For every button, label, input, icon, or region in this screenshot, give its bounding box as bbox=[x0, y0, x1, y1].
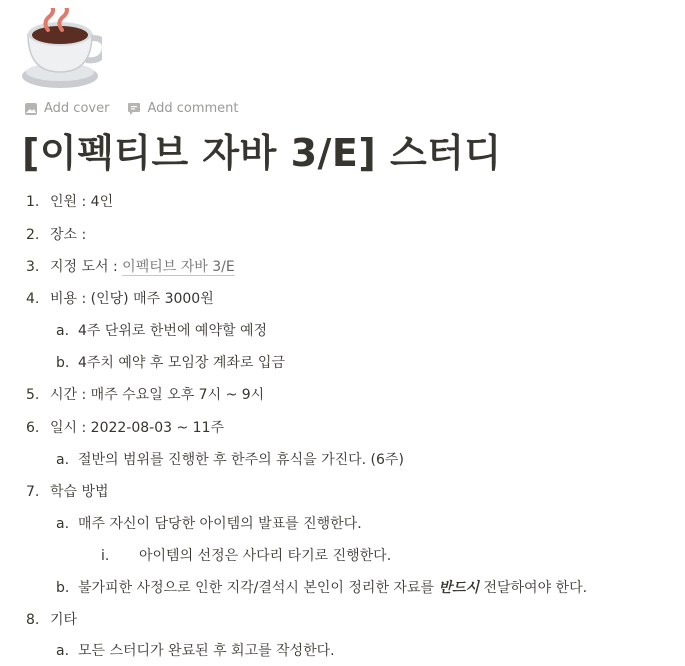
list-number: 5. bbox=[26, 387, 40, 403]
list-item[interactable] bbox=[26, 256, 235, 276]
list-text: 아이템의 선정은 사다리 타기로 진행한다. bbox=[139, 548, 392, 564]
page-controls bbox=[24, 101, 239, 116]
list-number: 7. bbox=[26, 484, 40, 500]
list-letter: a. bbox=[56, 452, 70, 468]
list-text: 시간 : 매주 수요일 오후 7시 ~ 9시 bbox=[50, 387, 265, 403]
list-number: 2. bbox=[26, 227, 40, 243]
list-number: 6. bbox=[26, 420, 40, 436]
list-text: 인원 : 4인 bbox=[50, 194, 114, 210]
list-text: 학습 방법 bbox=[50, 484, 109, 500]
list-item[interactable] bbox=[56, 577, 587, 597]
list-text: 매주 자신이 담당한 아이템의 발표를 진행한다. bbox=[78, 516, 362, 532]
list-item[interactable] bbox=[56, 352, 285, 372]
list-number: 1. bbox=[26, 194, 40, 210]
list-text: 장소 : bbox=[50, 227, 87, 243]
image-icon bbox=[24, 102, 38, 116]
add-cover-label: Add cover bbox=[44, 101, 110, 116]
comment-icon bbox=[127, 102, 141, 116]
list-text: 불가피한 사정으로 인한 지각/결석시 본인이 정리한 자료를 bbox=[78, 580, 439, 596]
list-number: 8. bbox=[26, 612, 40, 628]
emphasis-text: 반드시 bbox=[438, 580, 480, 596]
list-text: 일시 : 2022-08-03 ~ 11주 bbox=[50, 420, 224, 436]
list-text: 4주치 예약 후 모임장 계좌로 입금 bbox=[78, 355, 285, 371]
list-item[interactable] bbox=[26, 384, 264, 404]
list-item[interactable] bbox=[56, 449, 404, 469]
hot-beverage-icon[interactable] bbox=[20, 8, 102, 90]
list-roman: i. bbox=[101, 548, 110, 564]
list-number: 4. bbox=[26, 291, 40, 307]
list-text: 지정 도서 : bbox=[50, 259, 123, 275]
list-item[interactable] bbox=[26, 609, 77, 629]
page-title[interactable]: [이펙티브 자바 3/E] 스터디 bbox=[22, 131, 502, 175]
list-text: 4주 단위로 한번에 예약할 예정 bbox=[78, 323, 267, 339]
list-item[interactable] bbox=[26, 481, 109, 501]
list-letter: b. bbox=[56, 580, 70, 596]
list-text: 전달하여야 한다. bbox=[479, 580, 588, 596]
list-item[interactable] bbox=[56, 320, 267, 340]
list-text: 모든 스터디가 완료된 후 회고를 작성한다. bbox=[78, 643, 335, 659]
list-letter: a. bbox=[56, 516, 70, 532]
add-comment-button[interactable] bbox=[127, 101, 238, 116]
list-item[interactable] bbox=[26, 288, 214, 308]
list-text: 기타 bbox=[50, 612, 78, 628]
list-item[interactable] bbox=[56, 513, 362, 533]
list-item[interactable] bbox=[26, 191, 113, 211]
list-letter: a. bbox=[56, 323, 70, 339]
list-item[interactable] bbox=[26, 224, 86, 244]
list-item[interactable] bbox=[56, 640, 335, 660]
list-letter: b. bbox=[56, 355, 70, 371]
book-link[interactable]: 이펙티브 자바 3/E bbox=[122, 259, 235, 275]
list-letter: a. bbox=[56, 643, 70, 659]
add-cover-button[interactable] bbox=[24, 101, 109, 116]
list-item[interactable] bbox=[101, 545, 391, 565]
list-number: 3. bbox=[26, 259, 40, 275]
add-comment-label: Add comment bbox=[147, 101, 239, 116]
list-text: 절반의 범위를 진행한 후 한주의 휴식을 가진다. (6주) bbox=[78, 452, 404, 468]
list-text: 비용 : (인당) 매주 3000원 bbox=[50, 291, 214, 307]
list-item[interactable] bbox=[26, 417, 224, 437]
